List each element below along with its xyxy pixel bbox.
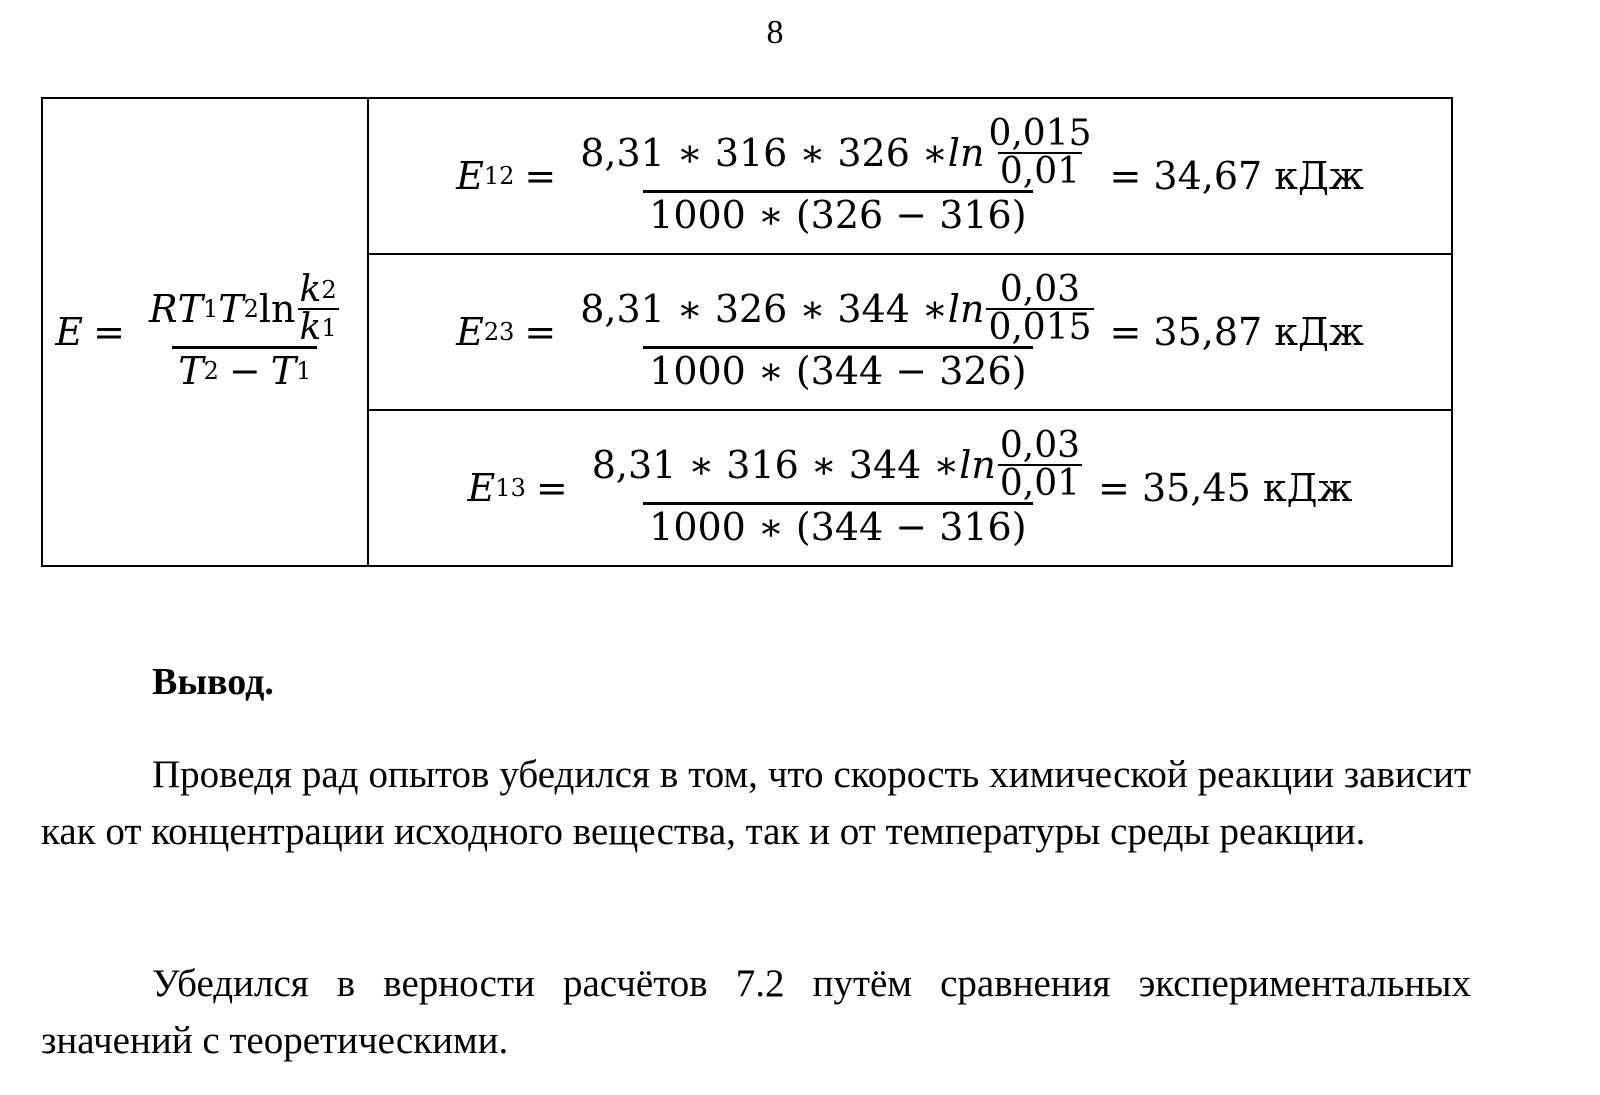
page-number: 8 [766, 14, 784, 51]
k-ratio [298, 268, 339, 348]
ln-numerator: 0,015 [988, 112, 1092, 154]
equals-sign: = [535, 466, 568, 510]
equation-cell-e13 [368, 410, 1452, 566]
conclusion-paragraph-2: Убедился в верности расчётов 7.2 путём сравнения экспериментальных значений с теоретическими. [41, 962, 1471, 1062]
equals-sign: = [524, 310, 557, 354]
equation-result: = 34,67 кДж [1109, 154, 1364, 198]
formula-t2: T [218, 286, 244, 331]
calculation-table [41, 97, 1453, 567]
equation-cell-e12 [368, 98, 1452, 254]
ln-operator: ln [959, 442, 996, 487]
equation-label-sub: 13 [495, 474, 526, 502]
equation-result: = 35,87 кДж [1109, 310, 1364, 354]
ln-numerator: 0,03 [999, 424, 1081, 466]
formula-t1: T [177, 286, 203, 331]
equation-label: E [456, 154, 484, 198]
equation-fraction [586, 424, 1090, 549]
formula-r: R [148, 286, 178, 331]
general-formula-cell [42, 98, 368, 566]
equation-e13 [467, 424, 1353, 549]
ln-denominator: 0,015 [988, 306, 1092, 348]
ln-numerator: 0,03 [999, 268, 1081, 310]
equation-label: E [467, 466, 496, 510]
equation-cell-e23 [368, 254, 1452, 410]
equation-result: = 35,45 кДж [1098, 466, 1353, 510]
ln-denominator: 0,01 [999, 462, 1081, 504]
numerator-product: 8,31 ∗ 316 ∗ 344 ∗ [591, 442, 960, 487]
equals-sign: = [524, 154, 557, 198]
formula-sub: 1 [202, 294, 219, 323]
equation-label: E [456, 310, 484, 354]
formula-sub: 2 [203, 356, 219, 385]
formula-sub: 2 [321, 275, 337, 304]
conclusion-paragraph-1: Проведя рад опытов убедился в том, что скорость химической реакции зависит как от концентрации исходного вещества, так и от температуры среды реакции. [41, 753, 1471, 853]
numerator-product: 8,31 ∗ 326 ∗ 344 ∗ [580, 286, 948, 331]
ln-ratio [986, 268, 1093, 348]
formula-sub: 1 [321, 313, 337, 342]
ln-ratio [986, 112, 1093, 192]
ln-denominator: 0,01 [999, 150, 1081, 192]
formula-t1-den: T [270, 348, 297, 393]
equation-denominator: 1000 ∗ (344 − 316) [643, 502, 1032, 549]
general-fraction [143, 268, 347, 393]
equation-e23 [456, 268, 1364, 393]
formula-minus: − [228, 348, 261, 393]
ln-operator: ln [947, 130, 985, 175]
equation-denominator: 1000 ∗ (326 − 316) [643, 190, 1032, 237]
equals-sign: = [93, 310, 125, 354]
formula-sub: 2 [243, 294, 259, 323]
formula-ln: ln [258, 286, 296, 331]
conclusion-heading: Вывод. [152, 661, 274, 703]
formula-k2: k [299, 268, 322, 310]
numerator-product: 8,31 ∗ 316 ∗ 326 ∗ [580, 130, 948, 175]
equation-label-sub: 23 [483, 318, 515, 346]
formula-k1: k [299, 306, 322, 348]
ln-operator: ln [947, 286, 985, 331]
equation-denominator: 1000 ∗ (344 − 326) [643, 346, 1032, 393]
ln-ratio [998, 424, 1082, 504]
general-formula [55, 268, 354, 393]
formula-lhs: E [55, 310, 84, 354]
formula-sub: 1 [296, 356, 312, 385]
equation-label-sub: 12 [483, 162, 515, 190]
equation-fraction [574, 268, 1101, 393]
formula-t2-den: T [178, 348, 204, 393]
equation-e12 [456, 112, 1364, 237]
equation-fraction [574, 112, 1101, 237]
